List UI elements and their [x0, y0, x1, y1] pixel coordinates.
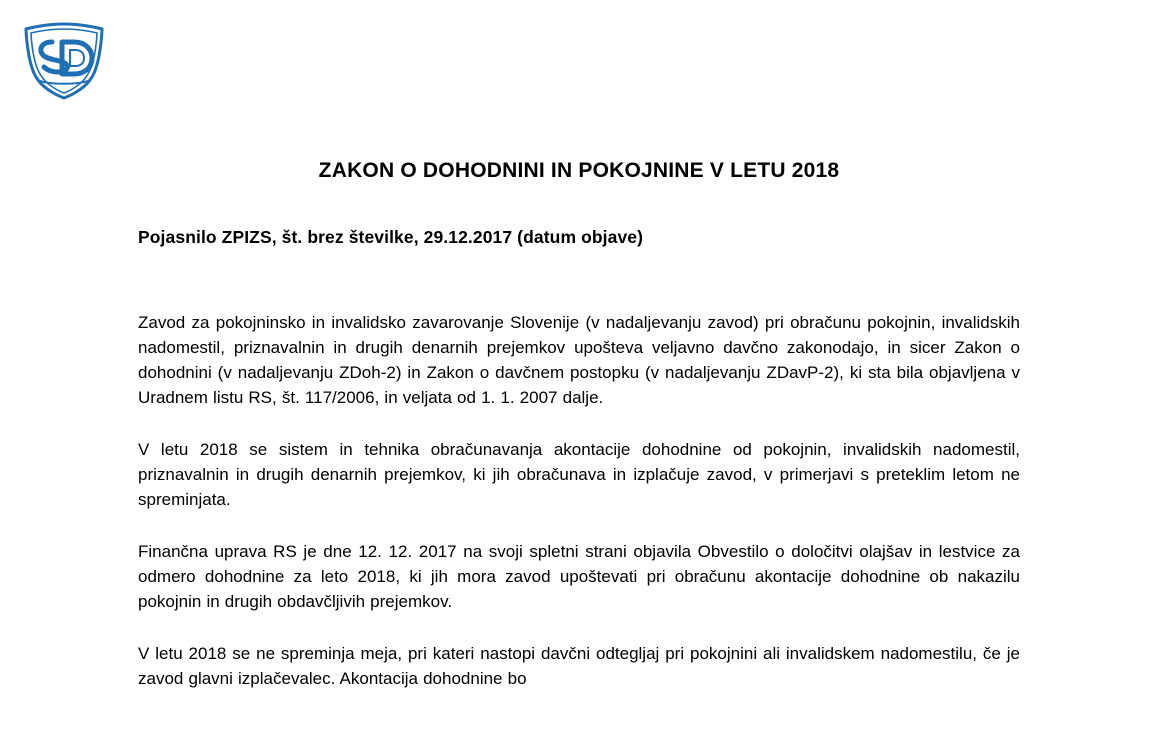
- paragraph-2: V letu 2018 se sistem in tehnika obračunavanja akontacije dohodnine od pokojnin, invalidskih nadomestil, priznavalnin in drugih denarnih prejemkov, ki jih obračunava in izplačuje zavod, v primerjavi s preteklim letom ne spreminjata.: [138, 440, 1020, 509]
- paragraph-1: Zavod za pokojninsko in invalidsko zavarovanje Slovenije (v nadaljevanju zavod) pri obračunu pokojnin, invalidskih nadomestil, priznavalnin in drugih denarnih prejemkov upošteva veljavno davčno zakonodajo, in sicer Zakon o dohodnini (v nadaljevanju ZDoh-2) in Zakon o davčnem postopku (v nadaljevanju ZDavP-2), ki sta bila objavljena v Uradnem listu RS, št. 117/2006, in veljata od 1. 1. 2007 dalje.: [138, 313, 1020, 408]
- document-content: [138, 158, 1020, 692]
- page-title: ZAKON O DOHODNINI IN POKOJNINE V LETU 2018: [318, 159, 840, 182]
- sd-shield-logo-icon: [22, 22, 106, 100]
- paragraph-4: V letu 2018 se ne spreminja meja, pri kateri nastopi davčni odtegljaj pri pokojnini ali invalidskem nadomestilu, če je zavod glavni izplačevalec. Akontacija dohodnine bo: [138, 643, 1020, 688]
- paragraph-3: Finančna uprava RS je dne 12. 12. 2017 na svoji spletni strani objavila Obvestilo o določitvi olajšav in lestvice za odmero dohodnine za leto 2018, ki jih mora zavod upoštevati pri obračunu akontacije dohodnine ob nakazilu pokojnin in drugih obdavčljivih prejemkov.: [138, 541, 1020, 611]
- document-subtitle: Pojasnilo ZPIZS, št. brez številke, 29.12.2017 (datum objave): [138, 227, 644, 248]
